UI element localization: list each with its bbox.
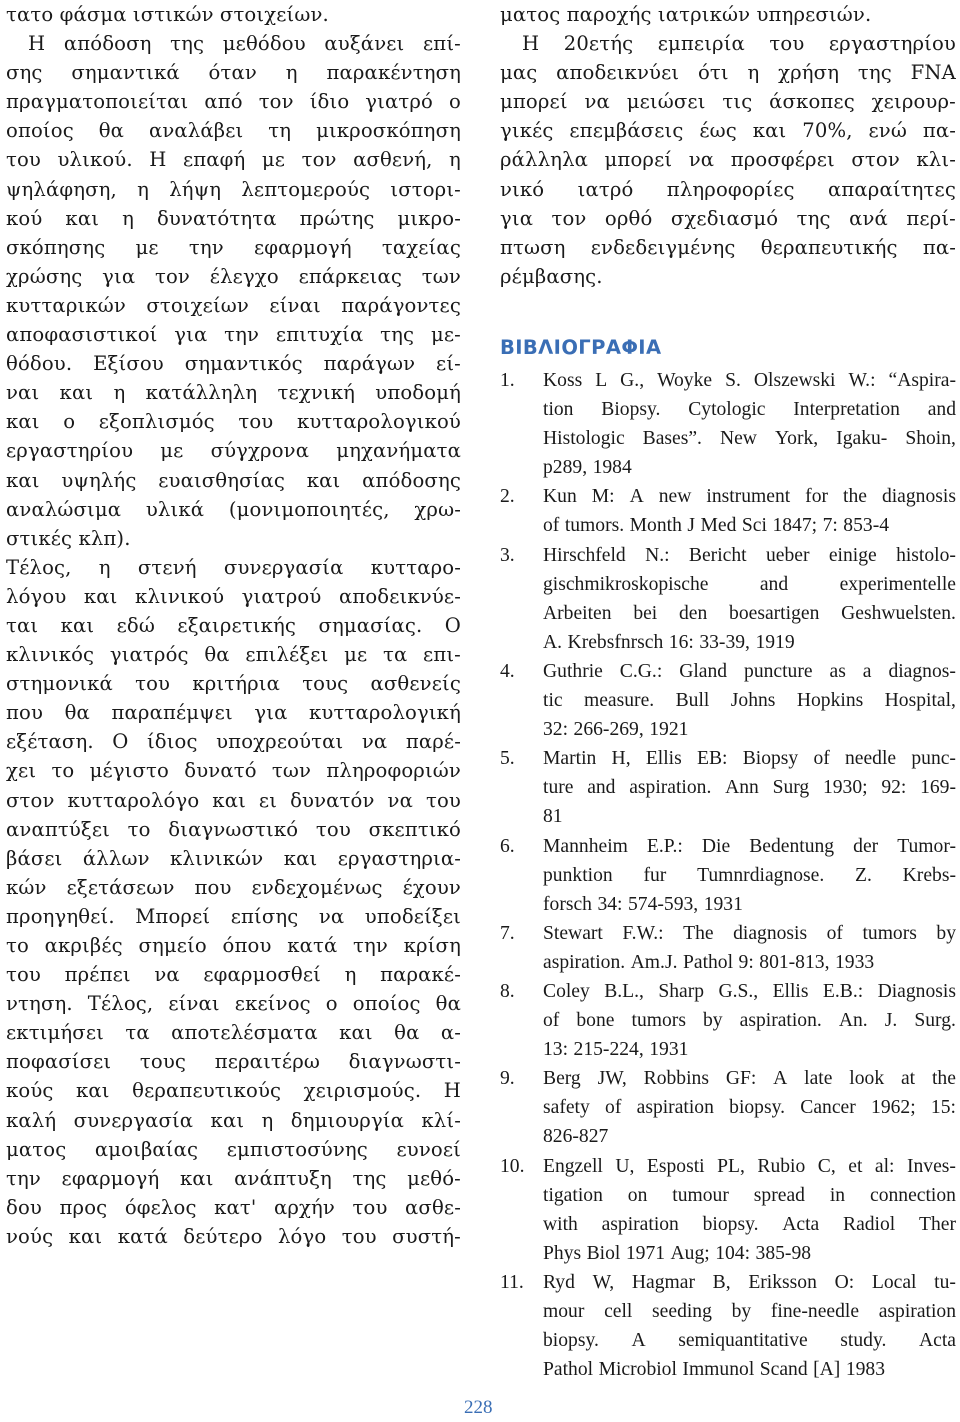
reference-number: 9. xyxy=(500,1068,515,1090)
reference-line: biopsy. A semiquantitative study. Acta xyxy=(543,1330,956,1352)
reference-number: 3. xyxy=(500,544,515,566)
text-line: πτωση ενδεδειγμένης θεραπευτικής πα- xyxy=(500,235,956,259)
reference-line: with aspiration biopsy. Acta Radiol Ther xyxy=(543,1213,956,1235)
reference-line: Pathol Microbiol Immunol Scand [A] 1983 xyxy=(543,1359,885,1381)
reference-item xyxy=(500,541,956,657)
reference-item xyxy=(500,744,956,831)
reference-line: tion Biopsy. Cytologic Interpretation and xyxy=(543,399,956,421)
text-line: κλινικός γιατρός θα επιλέξει με τα επι- xyxy=(6,643,461,667)
reference-line: Engzell U, Esposti PL, Rubio C, et al: Inves- xyxy=(543,1155,956,1177)
reference-number: 1. xyxy=(500,370,515,391)
text-line: βάσει άλλων κλινικών και εργαστηρια- xyxy=(6,846,461,870)
text-line: ματος παροχής ιατρικών υπηρεσιών. xyxy=(500,3,872,26)
reference-number: 6. xyxy=(500,835,515,857)
text-line: και υψηλής ευαισθησίας και απόδοσης xyxy=(6,468,461,492)
text-line: που θα παραπέμψει για κυτταρολογική xyxy=(6,701,461,725)
text-line: κυτταρικών στοιχείων είναι παράγοντες xyxy=(6,293,461,317)
text-line: εργαστηρίου με σύγχρονα μηχανήματα xyxy=(6,439,461,463)
text-line: δου προς όφελος κατ' αρχήν του ασθε- xyxy=(6,1195,461,1219)
reference-line: ture and aspiration. Ann Surg 1930; 92: 169- xyxy=(543,777,956,799)
text-line: την εφαρμογή και ανάπτυξη της μεθό- xyxy=(6,1166,461,1190)
reference-line: tigation on tumour spread in connection xyxy=(543,1184,956,1206)
text-line: αναπτύξει το διαγνωστικό του σκεπτικό xyxy=(6,817,461,841)
reference-line: punktion fur Tumnrdiagnose. Z. Krebs- xyxy=(543,864,956,886)
reference-item xyxy=(500,977,956,1064)
text-line: κούς και θεραπευτικούς χειρισμούς. Η xyxy=(6,1079,461,1103)
reference-line: Guthrie C.G.: Gland puncture as a diagnos- xyxy=(543,660,956,682)
text-line: πραγματοποιείται από τον ίδιο γιατρό ο xyxy=(6,90,461,114)
text-line: για τον ορθό σχεδιασμό της ανά περί- xyxy=(500,206,956,230)
reference-line: forsch 34: 574-593, 1931 xyxy=(543,893,743,915)
text-line: σης σημαντικά όταν η παρακέντηση xyxy=(6,61,461,85)
text-line: στημονικά του κριτήρια τους ασθενείς xyxy=(6,672,461,696)
text-line: στον κυτταρολόγο και ει δυνατόν να του xyxy=(6,788,461,812)
text-line: το ακριβές σημείο όπου κατά την κρίση xyxy=(6,934,461,957)
reference-item xyxy=(500,832,956,919)
text-line: ναι και η κατάλληλη τεχνική υποδομή xyxy=(6,381,461,405)
text-line: αποφασιστικοί για την επιτυχία της με- xyxy=(6,323,461,347)
reference-number: 10. xyxy=(500,1155,525,1177)
reference-line: Coley B.L., Sharp G.S., Ellis E.B.: Diagnosis xyxy=(543,980,956,1002)
text-line: ποφασίσει τους περαιτέρω διαγνωστι- xyxy=(6,1050,461,1074)
reference-line: A. Krebsfnrsch 16: 33-39, 1919 xyxy=(543,631,795,653)
text-line: ντηση. Τέλος, είναι εκείνος ο οποίος θα xyxy=(6,992,461,1016)
text-line: σκόπησης με την εφαρμογή ταχείας xyxy=(6,235,461,259)
reference-item xyxy=(500,1268,956,1384)
reference-line: Arbeiten bei den boesartigen Geshwuelsten. xyxy=(543,602,956,624)
text-line: ματος αμοιβαίας εμπιστοσύνης ευνοεί xyxy=(6,1137,461,1161)
reference-item xyxy=(500,657,956,744)
references-list xyxy=(500,366,956,1384)
reference-line: 32: 266-269, 1921 xyxy=(543,719,689,741)
reference-line: Martin H, Ellis EB: Biopsy of needle punc- xyxy=(543,748,956,770)
text-line: εξέταση. Ο ίδιος υποχρεούται να παρέ- xyxy=(6,730,461,754)
reference-line: Mannheim E.P.: Die Bedentung der Tumor- xyxy=(543,835,956,857)
reference-line: Koss L G., Woyke S. Olszewski W.: “Aspira- xyxy=(543,370,956,391)
text-line: θόδου. Εξίσου σημαντικός παράγων εί- xyxy=(6,352,461,376)
text-line: νικό ιατρό πληροφορίες απαραίτητες xyxy=(500,177,956,201)
text-line: γικές επεμβάσεις έως και 70%, ενώ πα- xyxy=(500,119,956,143)
text-line: ται και εδώ εξαιρετικής σημασίας. Ο xyxy=(6,613,461,637)
text-line: του υλικού. Η επαφή με τον ασθενή, η xyxy=(6,148,461,172)
page-number: 228 xyxy=(464,1397,493,1418)
text-line: ρέμβασης. xyxy=(500,264,603,288)
reference-line: p289, 1984 xyxy=(543,457,632,479)
reference-number: 2. xyxy=(500,486,515,508)
reference-number: 7. xyxy=(500,922,515,944)
reference-line: Phys Biol 1971 Aug; 104: 385-98 xyxy=(543,1242,812,1264)
text-line: ψηλάφηση, η λήψη λεπτομερούς ιστορι- xyxy=(6,177,461,201)
text-line: καλή συνεργασία και η δημιουργία κλί- xyxy=(6,1108,461,1132)
reference-line: 81 xyxy=(543,806,563,828)
references-heading: ΒΙΒΛΙΟΓΡΑΦΙΑ xyxy=(500,336,662,359)
reference-item xyxy=(500,1152,956,1268)
reference-number: 4. xyxy=(500,660,515,682)
reference-line: Stewart F.W.: The diagnosis of tumors by xyxy=(543,922,956,944)
text-line: ράλληλα μπορεί να προσφέρει στον κλι- xyxy=(500,148,956,172)
reference-line: Kun M: A new instrument for the diagnosis xyxy=(543,486,956,508)
reference-number: 11. xyxy=(500,1271,524,1293)
text-line: λόγου και κλινικού γιατρού αποδεικνύε- xyxy=(6,584,461,608)
text-line: και ο εξοπλισμός του κυτταρολογικού xyxy=(6,410,461,434)
reference-line: Ryd W, Hagmar B, Eriksson O: Local tu- xyxy=(543,1271,956,1293)
reference-number: 5. xyxy=(500,748,515,770)
reference-line: Hirschfeld N.: Bericht ueber einige histolo- xyxy=(543,544,956,566)
reference-line: of tumors. Month J Med Sci 1847; 7: 853-4 xyxy=(543,515,890,537)
reference-line: gischmikroskopische and experimentelle xyxy=(543,573,956,595)
text-line: οποίος θα αναλάβει τη μικροσκόπηση xyxy=(6,119,461,143)
reference-item xyxy=(500,366,956,482)
text-line: νούς και κατά δεύτερο λόγο του συστή- xyxy=(6,1224,461,1248)
text-line: κού και η δυνατότητα πρώτης μικρο- xyxy=(6,206,461,230)
text-line: χρώσης για τον έλεγχο επάρκειας των xyxy=(6,264,461,288)
reference-line: tic measure. Bull Johns Hopkins Hospital, xyxy=(543,690,956,712)
text-line: προηγηθεί. Μπορεί επίσης να υποδείξει xyxy=(6,904,461,928)
reference-line: mour cell seeding by fine-needle aspiration xyxy=(543,1301,956,1322)
right-text-column xyxy=(500,0,956,291)
text-line: μας αποδεικνύει ότι η χρήση της FNA xyxy=(500,61,956,85)
reference-line: of bone tumors by aspiration. An. J. Surg. xyxy=(543,1010,956,1032)
text-line: αναλώσιμα υλικά (μονιμοποιητές, χρω- xyxy=(6,497,461,521)
text-line: εκτιμήσει τα αποτελέσματα και θα α- xyxy=(6,1021,461,1045)
text-line: μπορεί να μειώσει τις άσκοπες χειρουρ- xyxy=(500,90,956,114)
reference-line: Berg JW, Robbins GF: A late look at the xyxy=(543,1068,956,1090)
text-line: Η 20ετής εμπειρία του εργαστηρίου xyxy=(522,32,956,56)
reference-item xyxy=(500,482,956,540)
reference-item xyxy=(500,1064,956,1151)
reference-line: safety of aspiration biopsy. Cancer 1962; 15: xyxy=(543,1097,956,1119)
reference-line: Histologic Bases”. New York, Igaku- Shoin, xyxy=(543,428,956,450)
text-line: χει το μέγιστο δυνατό των πληροφοριών xyxy=(6,759,461,783)
reference-line: 826-827 xyxy=(543,1126,609,1148)
text-line: του πρέπει να εφαρμοσθεί η παρακέ- xyxy=(6,963,461,987)
text-line: τατο φάσμα ιστικών στοιχείων. xyxy=(6,3,329,26)
reference-item xyxy=(500,919,956,977)
text-line: Τέλος, η στενή συνεργασία κυτταρο- xyxy=(6,555,461,579)
reference-line: 13: 215-224, 1931 xyxy=(543,1039,689,1061)
text-line: Η απόδοση της μεθόδου αυξάνει επί- xyxy=(28,32,461,56)
reference-line: aspiration. Am.J. Pathol 9: 801-813, 1933 xyxy=(543,951,875,973)
text-line: στικές κλπ). xyxy=(6,526,131,550)
left-text-column xyxy=(6,0,461,1251)
reference-number: 8. xyxy=(500,980,515,1002)
text-line: κών εξετάσεων που ενδεχομένως έχουν xyxy=(6,875,461,899)
